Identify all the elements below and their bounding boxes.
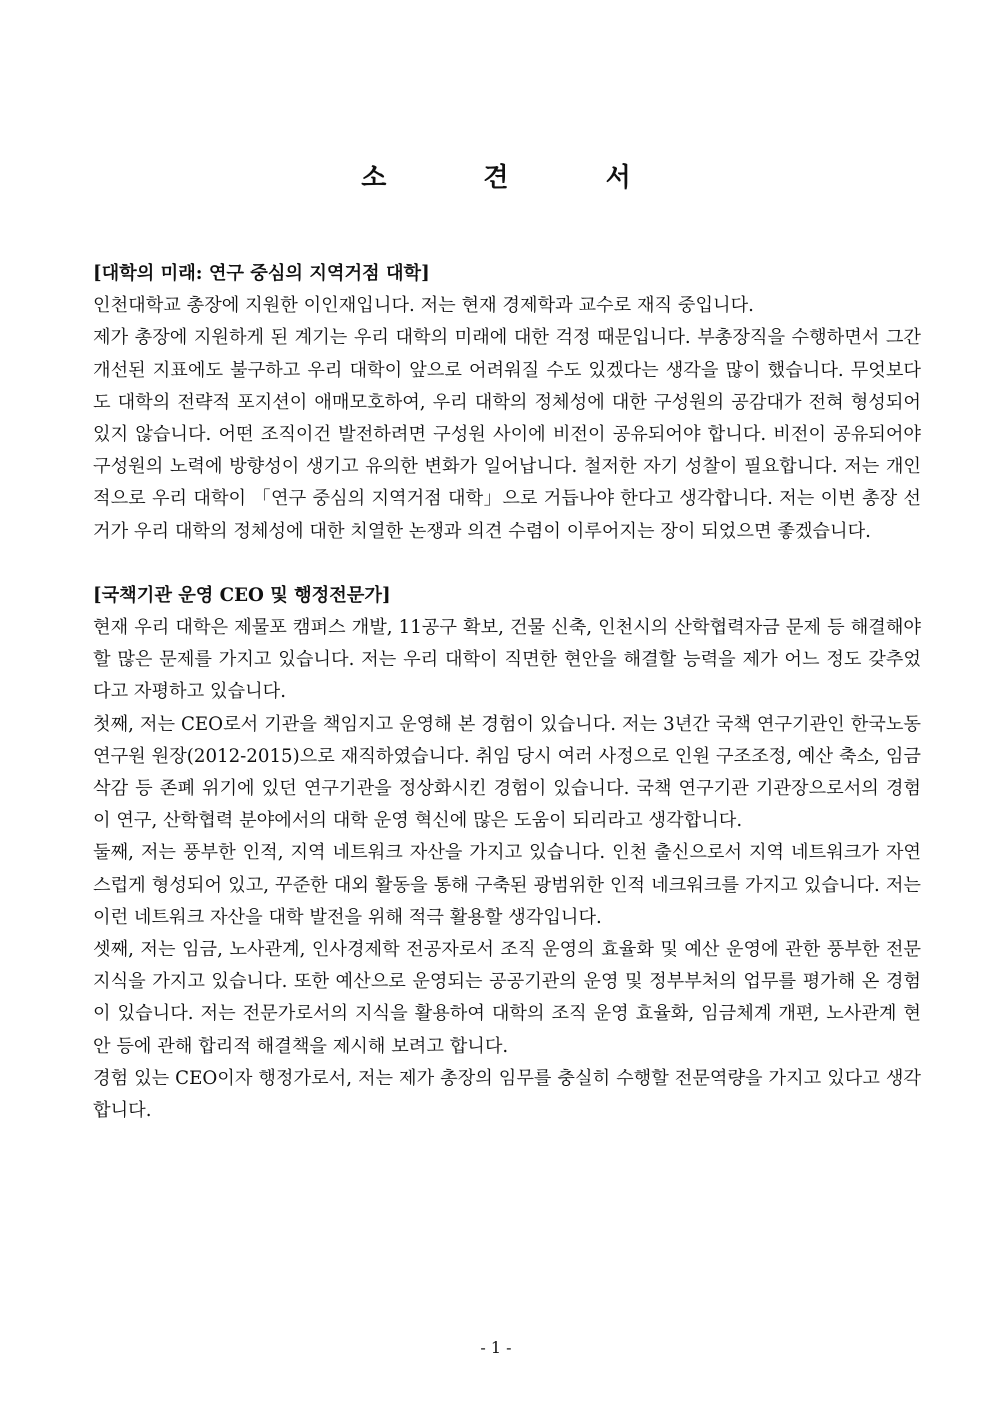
section-university-future [93,258,921,548]
paragraph: 첫째, 저는 CEO로서 기관을 책임지고 운영해 본 경험이 있습니다. 저는 3년간 국책 연구기관인 한국노동연구원 원장(2012-2015)으로 재직하였습니다. 취임 당시 여러 사정으로 인원 구조조정, 예산 축소, 임금 삭감 등 존폐 위기에 있던 연구기관을 정상화시킨 경험이 있습니다. 국책 연구기관 기관장으로서의 경험이 연구, 산학협력 분야에서의 대학 운영 혁신에 많은 도움이 되리라고 생각합니다. [93,713,921,832]
section-spacer [93,548,921,580]
paragraph: 현재 우리 대학은 제물포 캠퍼스 개발, 11공구 확보, 건물 신축, 인천시의 산학협력자금 문제 등 해결해야 할 많은 문제를 가지고 있습니다. 저는 우리 대학이 직면한 현안을 해결할 능력을 제가 어느 정도 갖추었다고 자평하고 있습니다. [93,617,921,703]
page-number: - 1 - [480,1338,512,1357]
document-title: 소 견 서 [361,163,675,193]
document-body [93,258,921,1127]
paragraph: 둘째, 저는 풍부한 인적, 지역 네트워크 자산을 가지고 있습니다. 인천 출신으로서 지역 네트워크가 자연스럽게 형성되어 있고, 꾸준한 대외 활동을 통해 구축된 광범위한 인적 네크워크를 가지고 있습니다. 저는 이런 네트워크 자산을 대학 발전을 위해 적극 활용할 생각입니다. [93,842,921,928]
section-ceo-expert [93,580,921,1127]
paragraph: 경험 있는 CEO이자 행정가로서, 저는 제가 총장의 임무를 충실히 수행할 전문역량을 가지고 있다고 생각합니다. [93,1067,921,1122]
paragraph: 셋째, 저는 임금, 노사관계, 인사경제학 전공자로서 조직 운영의 효율화 및 예산 운영에 관한 풍부한 전문지식을 가지고 있습니다. 또한 예산으로 운영되는 공공기관의 운영 및 정부부처의 업무를 평가해 온 경험이 있습니다. 저는 전문가로서의 지식을 활용하여 대학의 조직 운영 효율화, 임금체계 개편, 노사관계 현안 등에 관해 합리적 해결책을 제시해 보려고 합니다. [93,939,921,1057]
paragraph: 인천대학교 총장에 지원한 이인재입니다. 저는 현재 경제학과 교수로 재직 중입니다. [93,295,754,317]
section-heading: [대학의 미래: 연구 중심의 지역거점 대학] [93,263,430,284]
paragraph: 제가 총장에 지원하게 된 계기는 우리 대학의 미래에 대한 걱정 때문입니다. 부총장직을 수행하면서 그간 개선된 지표에도 불구하고 우리 대학이 앞으로 어려워질 수도 있겠다는 생각을 많이 했습니다. 무엇보다도 대학의 전략적 포지션이 애매모호하여, 우리 대학의 정체성에 대한 구성원의 공감대가 전혀 형성되어 있지 않습니다. 어떤 조직이건 발전하려면 구성원 사이에 비전이 공유되어야 합니다. 비전이 공유되어야 구성원의 노력에 방향성이 생기고 유의한 변화가 일어납니다. 철저한 자기 성찰이 필요합니다. 저는 개인적으로 우리 대학이 「연구 중심의 지역거점 대학」으로 거듭나야 한다고 생각합니다. 저는 이번 총장 선거가 우리 대학의 정체성에 대한 치열한 논쟁과 의견 수렴이 이루어지는 장이 되었으면 좋겠습니다. [93,327,921,542]
section-heading: [국책기관 운영 CEO 및 행정전문가] [93,584,391,606]
